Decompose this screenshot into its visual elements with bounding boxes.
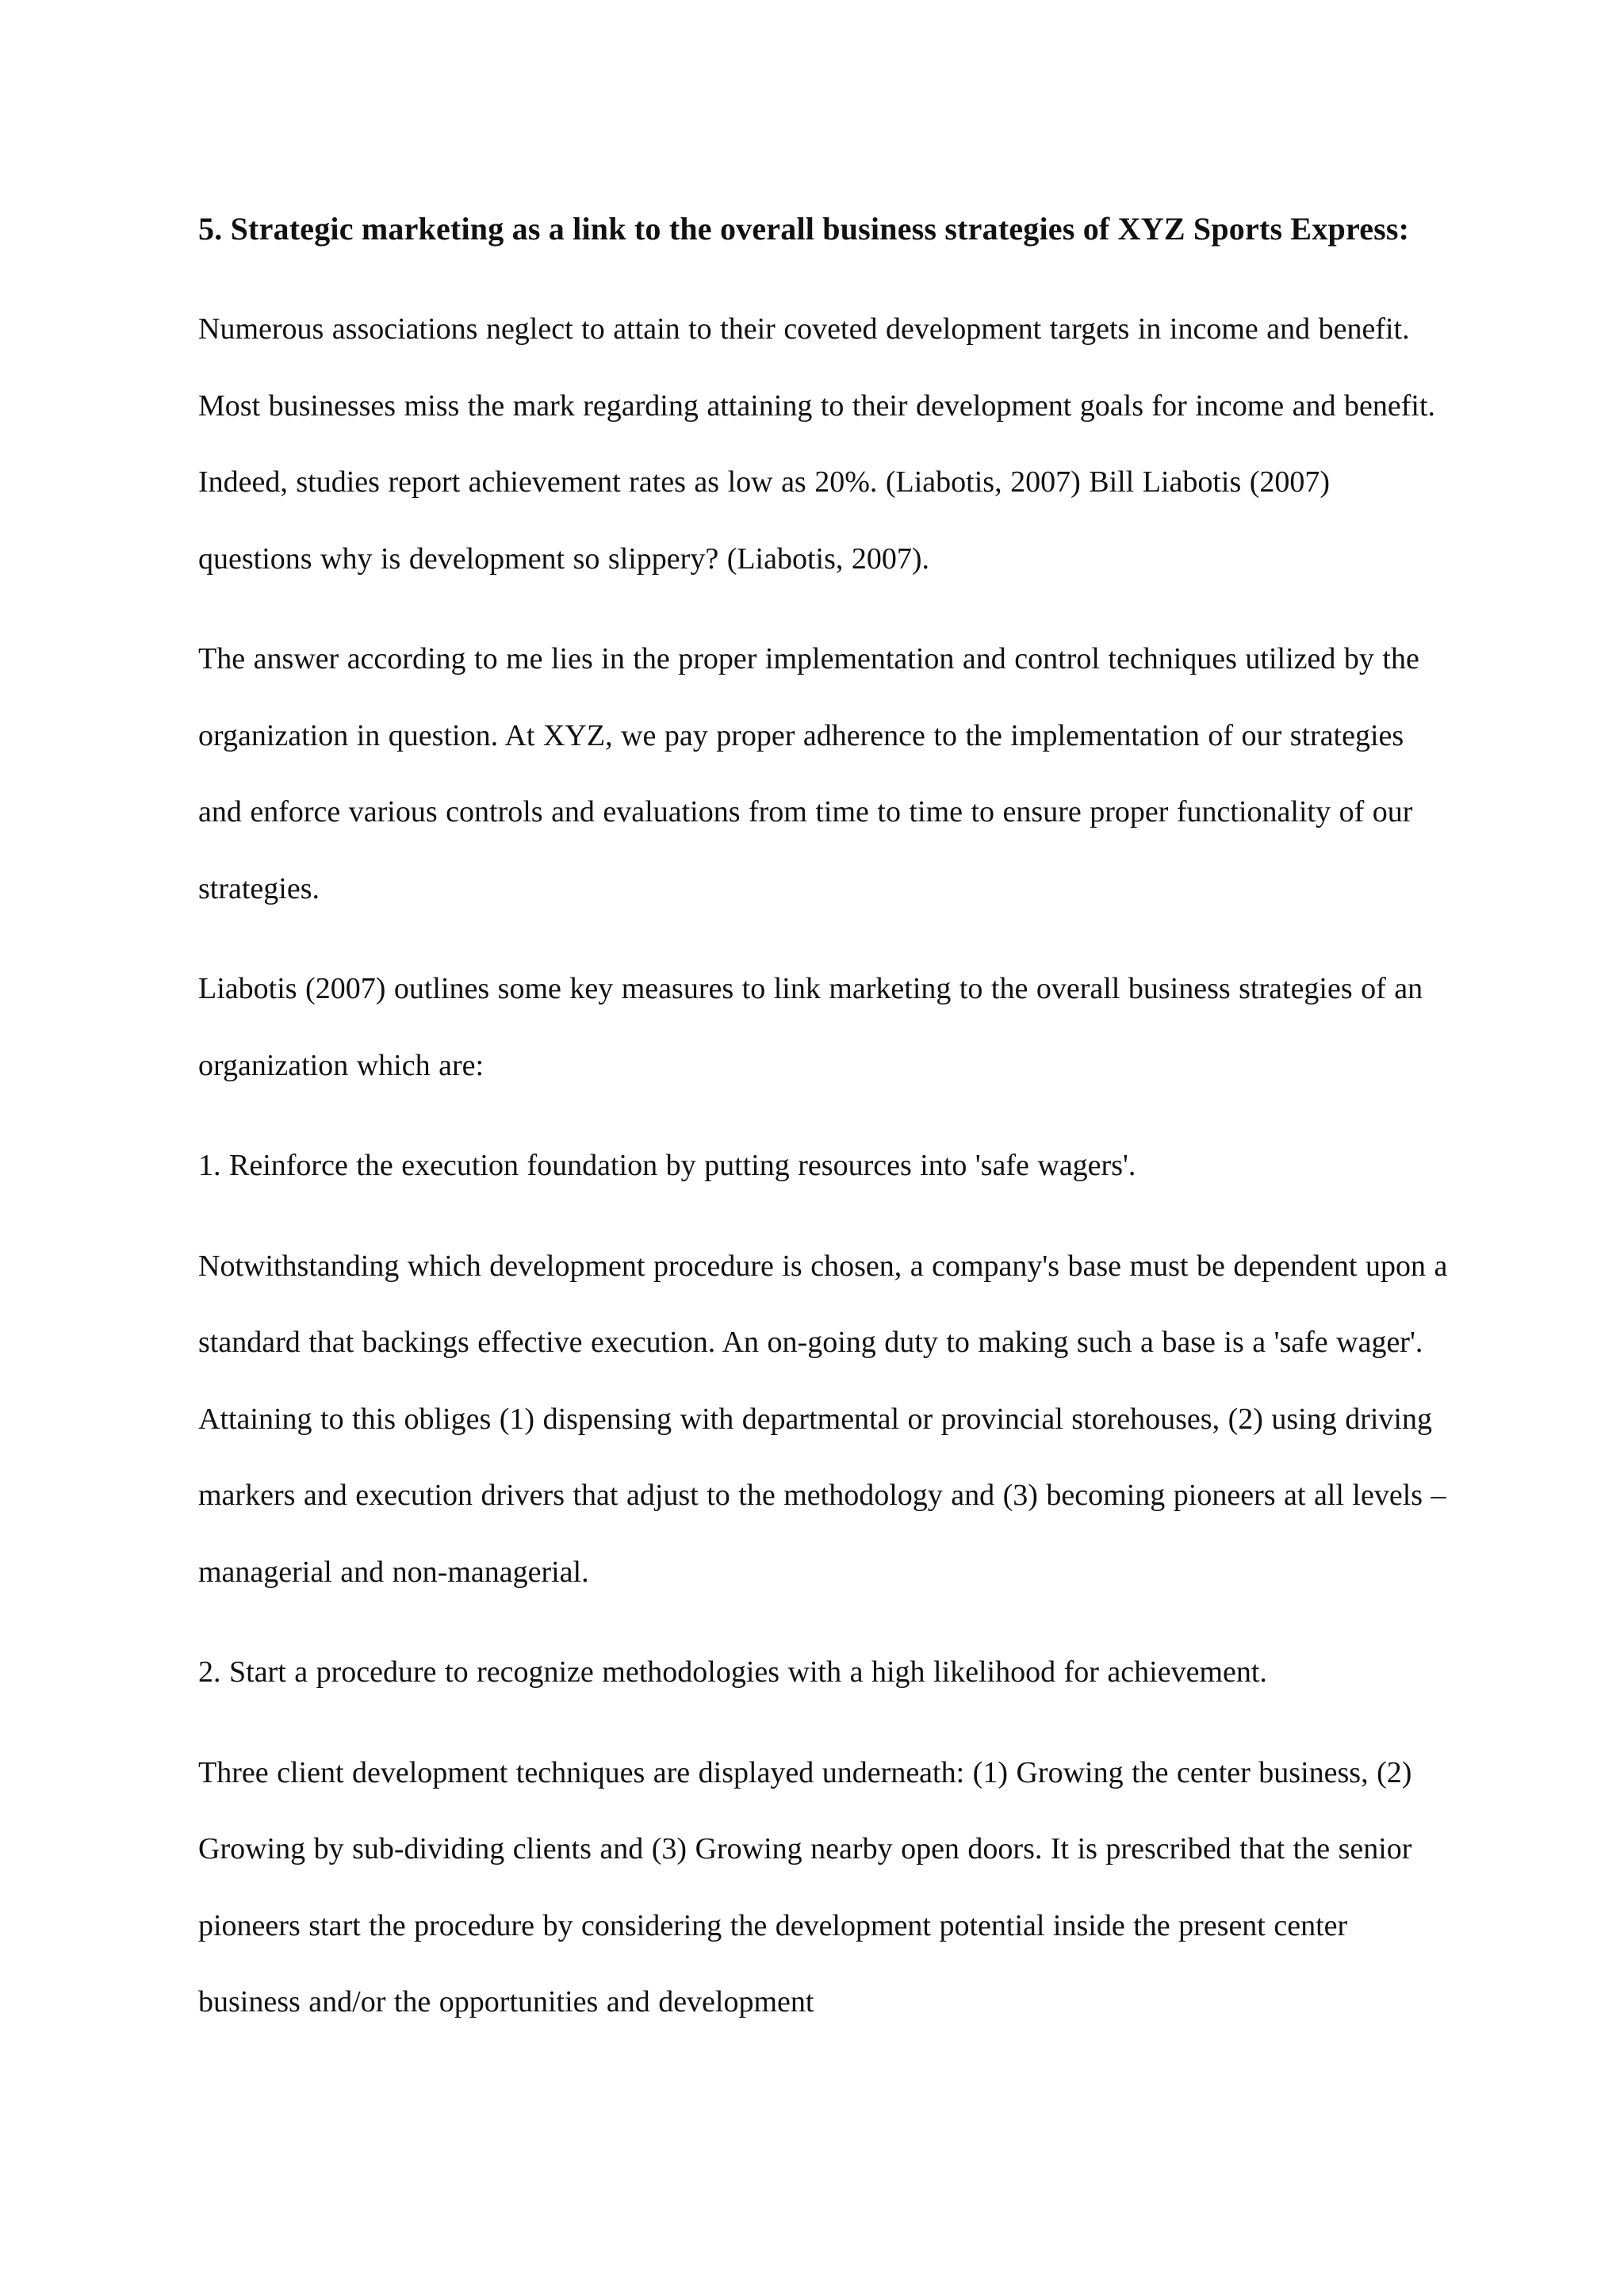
document-body — [198, 190, 1451, 2064]
paragraph-4: Notwithstanding which development procedure is chosen, a company's base must be dependent upon a standard that backings effective execution. An on-going duty to making such a base is a 'safe wager'. Attaining to this obliges (1) dispensing with departmental or provincial storehouses, (2) using driving markers and execution drivers that adjust to the methodology and (3) becoming pioneers at all levels – managerial and non-managerial. — [198, 1249, 1448, 1589]
section-heading: 5. Strategic marketing as a link to the overall business strategies of XYZ Sports Express: — [198, 211, 1410, 247]
paragraph-2: The answer according to me lies in the proper implementation and control techniques utilized by the organization in question. At XYZ, we pay proper adherence to the implementation of our strategies and enforce various controls and evaluations from time to time to ensure proper functionality of our strategies. — [198, 642, 1419, 905]
list-item-1: 1. Reinforce the execution foundation by putting resources into 'safe wagers'. — [198, 1149, 1136, 1182]
list-item-2: 2. Start a procedure to recognize methodologies with a high likelihood for achievement. — [198, 1655, 1267, 1689]
paragraph-5: Three client development techniques are displayed underneath: (1) Growing the center business, (2) Growing by sub-dividing clients and (3) Growing nearby open doors. It is prescribed that the senior pioneers start the procedure by considering the development potential inside the present center business and/or the opportunities and development — [198, 1755, 1412, 2019]
paragraph-3: Liabotis (2007) outlines some key measures to link marketing to the overall business strategies of an organization which are: — [198, 972, 1423, 1082]
paragraph-1: Numerous associations neglect to attain to their coveted development targets in income and benefit. Most businesses miss the mark regarding attaining to their development goals for income and benefit. Indeed, studies report achievement rates as low as 20%. (Liabotis, 2007) Bill Liabotis (2007) questions why is development so slippery? (Liabotis, 2007). — [198, 312, 1436, 576]
